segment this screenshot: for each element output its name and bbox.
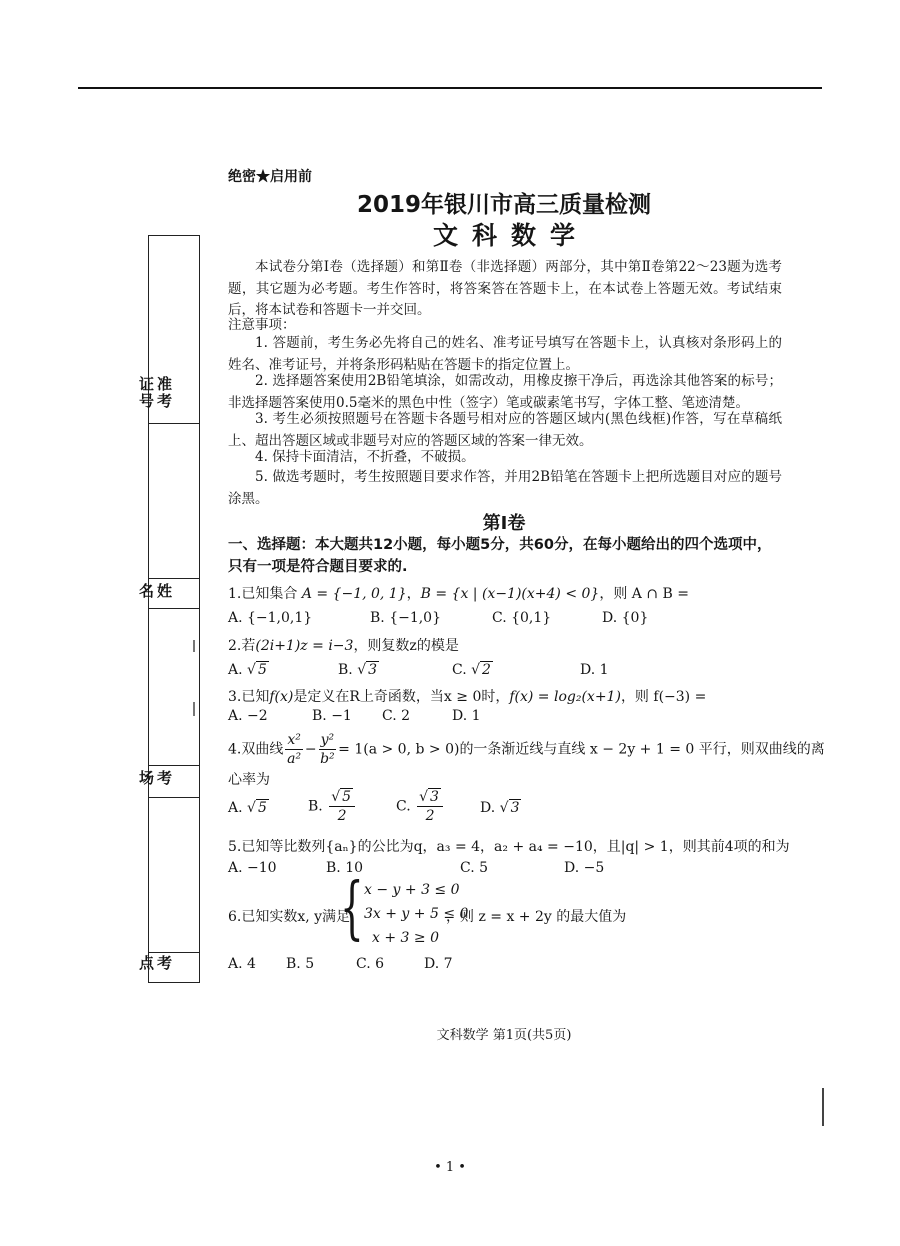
exam-room-label: 考场 — [137, 770, 173, 787]
q5-option-c: C. 5 — [460, 860, 489, 876]
q2-stem-post: ，则复数z的模是 — [353, 638, 459, 654]
q3-definition: f(x) = log₂(x+1) — [509, 689, 621, 705]
page-number: • 1 • — [434, 1160, 466, 1175]
q4-option-c-denominator: 2 — [425, 808, 435, 824]
q2-option-d-value: 1 — [599, 662, 609, 678]
q2-option-b-radicand: 3 — [368, 662, 378, 678]
q4-option-c-letter: C. — [396, 798, 411, 815]
question-2 — [228, 635, 459, 655]
left-brace-icon: { — [340, 869, 364, 948]
q4-option-b-radicand: 5 — [342, 789, 352, 805]
q3-fx: f(x) — [269, 689, 294, 705]
q1-set-a: A = {−1, 0, 1} — [301, 586, 407, 602]
q4-option-b-sqrt: √ 5 — [331, 789, 352, 805]
note-item: 3. 考生必须按照题号在答题卡各题号相对应的答题区域内(黑色线框)作答，写在草稿纸上、超出答题区域或非题号对应的答题区域的答案一律无效。 — [228, 411, 782, 449]
q4-frac1-denominator: a² — [287, 751, 302, 767]
q2-option-c-radicand: 2 — [482, 662, 491, 678]
q4-fraction-y — [319, 731, 337, 768]
q5-option-b: B. 10 — [326, 860, 364, 876]
q6-option-d: D. 7 — [424, 956, 453, 972]
confidential-label: 绝密★启用前 — [228, 169, 312, 185]
q2-option-a-letter: A. — [228, 662, 243, 678]
question-4 — [228, 731, 825, 768]
q4-stem-line2: 心率为 — [228, 772, 270, 788]
q4-option-a-letter: A. — [228, 800, 243, 816]
q1-option-c: C. {0,1} — [492, 610, 552, 626]
q4-option-b-numerator — [329, 788, 355, 807]
q2-expr: (2i+1)z = i−3 — [255, 638, 354, 654]
q3-stem-mid: 是定义在R上奇函数，当x ≥ 0时， — [293, 689, 510, 705]
q4-frac1-numerator: x² — [287, 732, 301, 748]
section-heading: 一、选择题：本大题共12小题，每小题5分，共60分，在每小题给出的四个选项中，只有一项是符合题目要求的. — [228, 537, 772, 575]
q1-set-b: B = {x | (x−1)(x+4) < 0} — [420, 586, 600, 602]
q2-option-a-sqrt: √ 5 — [247, 662, 267, 678]
question-1 — [228, 583, 689, 603]
q4-frac2-numerator: y² — [320, 732, 335, 748]
intro-paragraph: 本试卷分第Ⅰ卷（选择题）和第Ⅱ卷（非选择题）两部分，其中第Ⅱ卷第22～23题为选考题，其它题为必考题。考生作答时，将答案答在答题卡上，在本试卷上答题无效。考试结束后，将本试卷和答题卡一并交回。 — [228, 259, 782, 318]
q6-option-b: B. 5 — [286, 956, 315, 972]
q6-stem-post: ，则 z = x + 2y 的最大值为 — [446, 909, 627, 925]
note-item: 2. 选择题答案使用2B铅笔填涂，如需改动，用橡皮擦干净后，再选涂其他答案的标号；非选择题答案使用0.5毫米的黑色中性（签字）笔或碳素笔书写，字体工整、笔迹清楚。 — [228, 373, 782, 411]
question-3 — [228, 686, 706, 706]
q1-option-d: D. {0} — [602, 610, 649, 626]
q4-option-d-letter: D. — [480, 800, 496, 816]
notes-label: 注意事项： — [228, 317, 296, 333]
note-item: 1. 答题前，考生务必先将自己的姓名、准考证号填写在答题卡上，认真核对条形码上的姓名、准考证号，并将条形码粘贴在答题卡的指定位置上。 — [228, 335, 782, 373]
q2-option-a-radicand: 5 — [257, 662, 267, 678]
q4-option-d-sqrt: √ 3 — [499, 800, 520, 816]
strip-cell-site — [137, 953, 199, 982]
q4-option-d — [480, 800, 521, 816]
q4-option-d-radicand: 3 — [510, 800, 520, 816]
q4-option-b-fraction — [329, 788, 355, 825]
name-label: 姓名 — [137, 583, 173, 600]
q3-stem-pre: 3.已知 — [228, 689, 270, 705]
strip-cell-name-blank — [149, 424, 199, 579]
strip-cell-exam-number — [137, 236, 199, 424]
strip-cell-room-blank — [149, 609, 199, 766]
q5-option-d: D. −5 — [564, 860, 605, 876]
q2-option-b-letter: B. — [338, 662, 353, 678]
q1-sep: ， — [406, 586, 421, 602]
q6-stem-pre: 6.已知实数x, y满足 — [228, 909, 351, 925]
exam-title: 2019年银川市高三质量检测 — [356, 192, 651, 218]
q4-fraction-x — [285, 731, 303, 768]
q4-option-a-sqrt: √ 5 — [247, 800, 267, 816]
q4-minus: − — [304, 741, 317, 758]
q1-stem-post: ，则 A ∩ B = — [599, 586, 689, 602]
strip-cell-site-blank — [149, 798, 199, 953]
q4-option-c-sqrt: √ 3 — [419, 789, 439, 805]
section-title: 第Ⅰ卷 — [482, 513, 526, 534]
q4-option-c-fraction — [417, 788, 443, 825]
q4-option-a — [228, 800, 269, 816]
q6-constraint: 3x + y + 5 ≤ 0 — [364, 906, 469, 922]
strip-cell-name — [137, 579, 199, 609]
q2-option-d-letter: D. — [580, 662, 596, 678]
q6-constraint-system — [340, 869, 469, 950]
q3-stem-post: ，则 f(−3) = — [620, 689, 707, 705]
q2-option-b — [338, 662, 379, 678]
q4-option-b-letter: B. — [308, 798, 323, 815]
q4-stem-pre: 4.双曲线 — [228, 741, 284, 758]
q4-option-c-radicand: 3 — [430, 789, 439, 805]
q6-option-c: C. 6 — [356, 956, 385, 972]
q2-option-c-letter: C. — [452, 662, 467, 678]
q4-option-a-radicand: 5 — [257, 800, 267, 816]
q6-constraint: x − y + 3 ≤ 0 — [364, 882, 460, 898]
strip-cell-room — [137, 766, 199, 798]
note-item: 5. 做选考题时，考生按照题目要求作答，并用2B铅笔在答题卡上把所选题目对应的题号涂黑。 — [228, 469, 782, 507]
q4-option-c-numerator — [417, 788, 443, 807]
question-5: 5.已知等比数列{aₙ}的公比为q，a₃ = 4，a₂ + a₄ = −10，且|q| > 1，则其前4项的和为 — [228, 839, 790, 855]
q3-option-b: B. −1 — [312, 708, 352, 724]
q4-stem-mid: = 1(a > 0, b > 0)的一条渐近线与直线 x − 2y + 1 = 0 平行，则双曲线的离 — [338, 741, 825, 758]
exam-site-label: 考点 — [137, 955, 173, 972]
q6-option-a: A. 4 — [228, 956, 256, 972]
q2-option-b-sqrt: √ 3 — [357, 662, 378, 678]
q6-constraint: x + 3 ≥ 0 — [372, 930, 439, 946]
exam-number-label: 准考证号 — [137, 376, 173, 410]
q5-option-a: A. −10 — [228, 860, 277, 876]
q2-option-c-sqrt: √ 2 — [471, 662, 491, 678]
q1-stem-pre: 1.已知集合 — [228, 586, 302, 602]
q1-option-a: A. {−1,0,1} — [228, 610, 313, 626]
q4-frac2-denominator: b² — [320, 751, 335, 767]
q4-option-c — [396, 788, 445, 825]
q4-option-b — [308, 788, 357, 825]
note-item: 4. 保持卡面清洁，不折叠，不破损。 — [255, 449, 475, 465]
q2-stem-pre: 2.若 — [228, 638, 256, 654]
q2-option-a — [228, 662, 269, 678]
q3-option-d: D. 1 — [452, 708, 481, 724]
subject-title: 文科数学 — [432, 221, 589, 250]
q1-option-b: B. {−1,0} — [370, 610, 441, 626]
q2-option-c — [452, 662, 493, 678]
scan-mark — [822, 1088, 824, 1126]
top-rule — [78, 87, 822, 89]
q3-option-a: A. −2 — [228, 708, 268, 724]
q3-option-c: C. 2 — [382, 708, 411, 724]
q4-option-b-denominator: 2 — [337, 808, 347, 824]
q2-option-d — [580, 662, 609, 678]
page-footer: 文科数学 第1页(共5页) — [436, 1028, 572, 1043]
binding-strip — [137, 235, 200, 983]
